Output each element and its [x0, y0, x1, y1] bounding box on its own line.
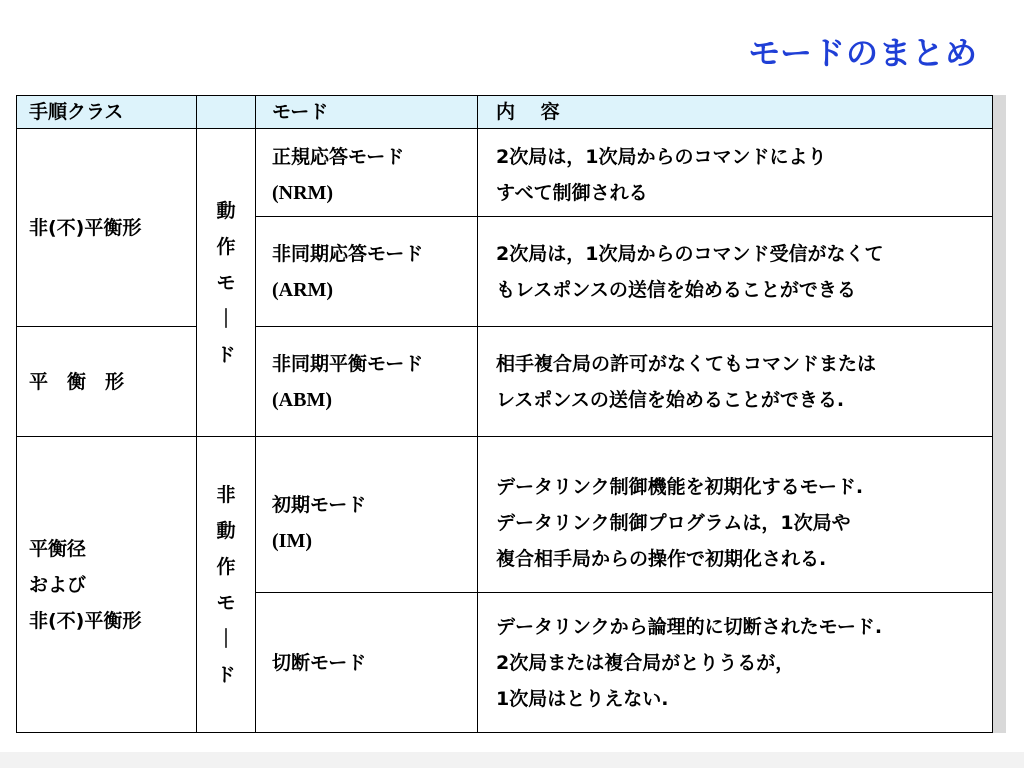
mode-name: 非同期平衡モード: [272, 352, 424, 375]
content-line: 1次局はとりえない.: [496, 687, 669, 710]
content-line: 相手複合局の許可がなくてもコマンドまたは: [496, 352, 877, 375]
mode-cell-im: [256, 437, 478, 593]
class-unbalanced: 非(不)平衡形: [17, 129, 197, 327]
class-line: 非(不)平衡形: [29, 609, 142, 632]
table-header-row: [17, 96, 993, 129]
content-cell-dm: [478, 593, 993, 733]
class-line: 平衡径: [29, 537, 87, 560]
content-line: すべて制御される: [496, 181, 648, 204]
mode-name: 正規応答モード: [272, 145, 405, 168]
content-cell-nrm: [478, 129, 993, 217]
bottom-bar: [0, 752, 1024, 768]
mode-cell-abm: [256, 327, 478, 437]
mode-abbr: (ARM): [272, 278, 334, 301]
vertical-text-operating-mode: 動作モ｜ド: [216, 199, 236, 366]
mode-name: 切断モード: [272, 651, 367, 674]
vertical-text-nonoperating-mode: 非動作モ｜ド: [216, 483, 236, 686]
mode-summary-table: [16, 95, 993, 733]
class-combined: [17, 437, 197, 733]
mode-abbr: (NRM): [272, 181, 334, 204]
content-line: レスポンスの送信を始めることができる.: [496, 388, 845, 411]
mode-summary-table-wrap: [16, 95, 1006, 733]
content-line: もレスポンスの送信を始めることができる: [496, 278, 856, 301]
header-content: 内 容: [478, 96, 993, 129]
mode-cell-arm: [256, 217, 478, 327]
content-line: データリンク制御プログラムは，1次局や: [496, 511, 851, 534]
vertical-label-nonoperating-mode: [197, 437, 256, 733]
header-mode: モード: [256, 96, 478, 129]
mode-abbr: (IM): [272, 529, 312, 552]
mode-cell-nrm: [256, 129, 478, 217]
content-line: 2次局または複合局がとりうるが，: [496, 651, 795, 674]
class-balanced: 平 衡 形: [17, 327, 197, 437]
header-procedure-class: 手順クラス: [17, 96, 197, 129]
table-row: [17, 327, 993, 437]
content-cell-abm: [478, 327, 993, 437]
mode-cell-dm: [256, 593, 478, 733]
slide-title: モードのまとめ: [748, 34, 978, 72]
content-line: 2次局は，1次局からのコマンド受信がなくて: [496, 242, 884, 265]
content-line: データリンク制御機能を初期化するモード.: [496, 475, 864, 498]
mode-name: 非同期応答モード: [272, 242, 424, 265]
content-cell-im: [478, 437, 993, 593]
content-line: データリンクから論理的に切断されたモード.: [496, 615, 883, 638]
content-cell-arm: [478, 217, 993, 327]
content-line: 2次局は，1次局からのコマンドにより: [496, 145, 827, 168]
table-row: [17, 437, 993, 593]
table-row: [17, 129, 993, 217]
mode-abbr: (ABM): [272, 388, 332, 411]
content-line: 複合相手局からの操作で初期化される.: [496, 547, 827, 570]
mode-name: 初期モード: [272, 493, 367, 516]
header-blank: [197, 96, 256, 129]
class-line: および: [29, 573, 87, 596]
vertical-label-operating-mode: [197, 129, 256, 437]
